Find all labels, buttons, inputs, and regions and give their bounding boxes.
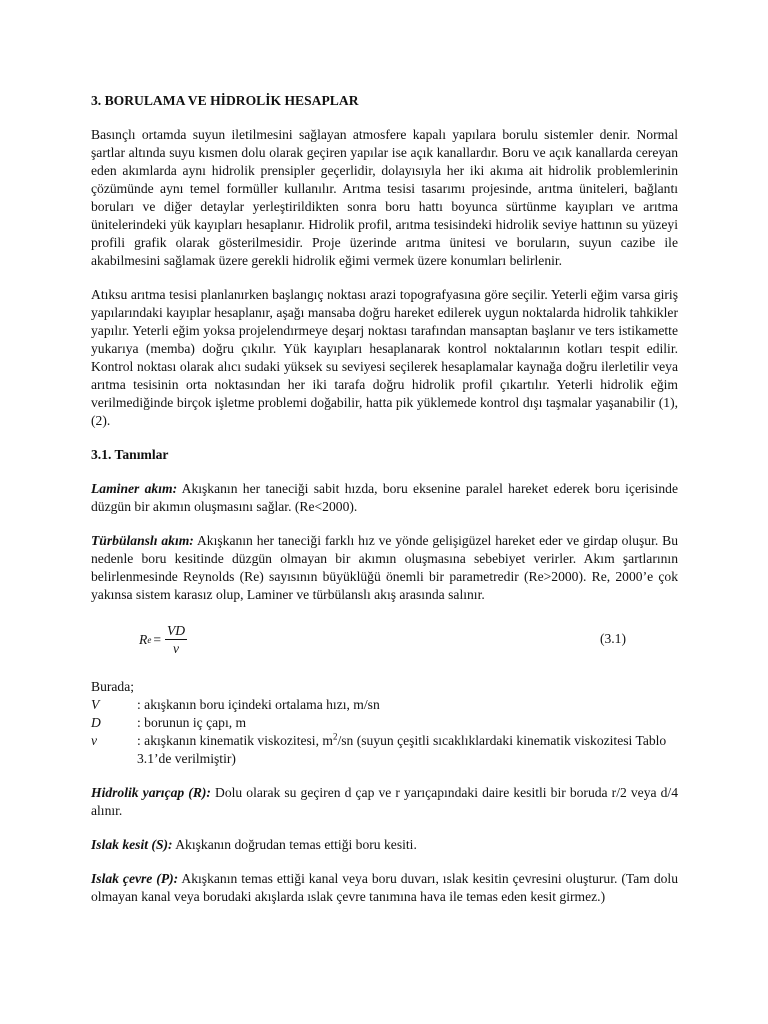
definition-row (91, 714, 678, 732)
definition-text: : borunun iç çapı, m (137, 715, 247, 730)
equation-numerator: VD (166, 622, 186, 638)
hidrolik-definition (91, 784, 678, 820)
islak-cevre-text: Akışkanın temas ettiği kanal veya boru duvarı, ıslak kesitin çevresini oluşturur. (Tam dolu olmayan kanal veya borudaki akışlarda ıslak çevre tanımına hava ile temas eden kesit girmez.) (91, 871, 678, 904)
subsection-heading: 3.1. Tanımlar (91, 447, 169, 462)
islak-kesit-definition (91, 836, 678, 854)
hidrolik-term: Hidrolik yarıçap (R): (91, 785, 211, 800)
islak-kesit-text: Akışkanın doğrudan temas ettiği boru kesiti. (172, 837, 417, 852)
definition-symbol: V (91, 697, 100, 712)
definition-superscript: 2 (332, 731, 338, 742)
variable-definitions (91, 678, 678, 768)
definition-row (91, 732, 678, 768)
hidrolik-text: Dolu olarak su geçiren d çap ve r yarıçapındaki daire kesitli bir boruda r/2 veya d/4 alınır. (91, 785, 678, 818)
islak-kesit-term: Islak kesit (S): (91, 837, 173, 852)
equation-equals: = (153, 632, 161, 647)
definition-text-post: /sn (suyun çeşitli sıcaklıklardaki kinematik viskozitesi Tablo 3.1’de verilmiştir) (137, 733, 667, 766)
laminer-definition (91, 480, 678, 516)
islak-cevre-term: Islak çevre (P): (91, 871, 179, 886)
equation-formula: R e = $\frac{VD}{\nu}$ (139, 622, 186, 656)
definition-symbol: D (91, 715, 101, 730)
definition-row (91, 696, 678, 714)
intro-paragraph-2: Atıksu arıtma tesisi planlanırken başlangıç noktası arazi topografyasına göre seçilir. Yeterli eğim varsa giriş yapılarındaki kayıplar hesaplanır, aşağı mansaba doğru hareket edilerek uygun noktalarda hidrolik tahkikler yapılır. Yeterli eğim yoksa projelendırmeye deşarj noktası tarafından mansaptan başlanır ve ters istikamette yukarıya (memba) doğru çıkılır. Yük kayıpları hesaplanarak kontrol noktalarının kotları tespit edilir. Kontrol noktası olarak alıcı sudaki yüksek su seviyesi seçilerek hesaplamalar kaynağa doğru ilerletilir veya arıtma tesisinin orta noktasından her iki tarafa doğru hidrolik profil çıkartılır. Yeterli hidrolik eğim verilmediğinde birçok işletme problemi doğabilir, hatta pik yüklemede kontrol dışı taşmalar yaşanabilir (1), (2). (91, 287, 678, 428)
turbulent-definition (91, 532, 678, 604)
definition-text: : akışkanın boru içindeki ortalama hızı, m/sn (137, 697, 380, 712)
islak-cevre-definition (91, 870, 678, 906)
equation-lhs: R (139, 632, 148, 647)
definition-text (137, 732, 678, 768)
intro-paragraph-1: Basınçlı ortamda suyun iletilmesini sağlayan atmosfere kapalı yapılara borulu sistemler denir. Normal şartlar altında suyu kısmen dolu olarak geçiren yapılar ise açık kanallardır. Boru ve açık kanallarda cereyan eden akımlarda aynı hidrolik prensipler geçerlidir, dolayısıyla her iki akıma ait hidrolik problemlerinin çözümünde aynı temel formüller kullanılır. Arıtma tesisi tasarımı projesinde, arıtma üniteleri, bağlantı boruları ve diğer detaylar yerleştirildikten sonra boru hattı boyunca sürtünme kayıpları ve arıtma ünitelerindeki yük kayıpları hesaplanır. Hidrolik profil, arıtma tesisindeki hidrolik seviye hattının su yüzeyi profili grafik olarak gösterilmesidir. Proje üzerinde arıtma ünitesi ve boruların, suyun cazibe ile akabilmesini sağlamak üzere gerekli hidrolik eğimi vermek üzere konumları belirlenir. (91, 127, 678, 268)
definition-symbol: ν (91, 733, 98, 748)
reynolds-equation (91, 620, 678, 666)
definition-text-pre: : akışkanın kinematik viskozitesi, m (137, 733, 333, 748)
turbulent-term: Türbülanslı akım: (91, 533, 194, 548)
document-page (91, 92, 678, 922)
equation-denominator: ν (173, 640, 180, 656)
burada-label: Burada; (91, 679, 135, 694)
equation-number: (3.1) (599, 631, 626, 646)
turbulent-text: Akışkanın her taneciği farklı hız ve yönde gelişigüzel hareket eder ve girdap oluşur. Bu nedenle boru kesitinde düzgün olmayan bir akımın oluşmasına sebebiyet verirler. Akım şartlarının belirlenmesinde Reynolds (Re) sayısının büyüklüğü önemli bir parametredir (Re>2000). Re, 2000’e çok yakınsa sistem karasız olup, Laminer ve türbülanslı akış arasında salınır. (91, 533, 678, 602)
laminer-term: Laminer akım: (91, 481, 178, 496)
section-heading: 3. BORULAMA VE HİDROLİK HESAPLAR (91, 93, 359, 108)
equation-fraction (165, 623, 187, 658)
laminer-text: Akışkanın her taneciği sabit hızda, boru eksenine paralel hareket ederek boru içerisinde düzgün bir akımın oluşmasını sağlar. (Re<2000). (91, 481, 678, 514)
